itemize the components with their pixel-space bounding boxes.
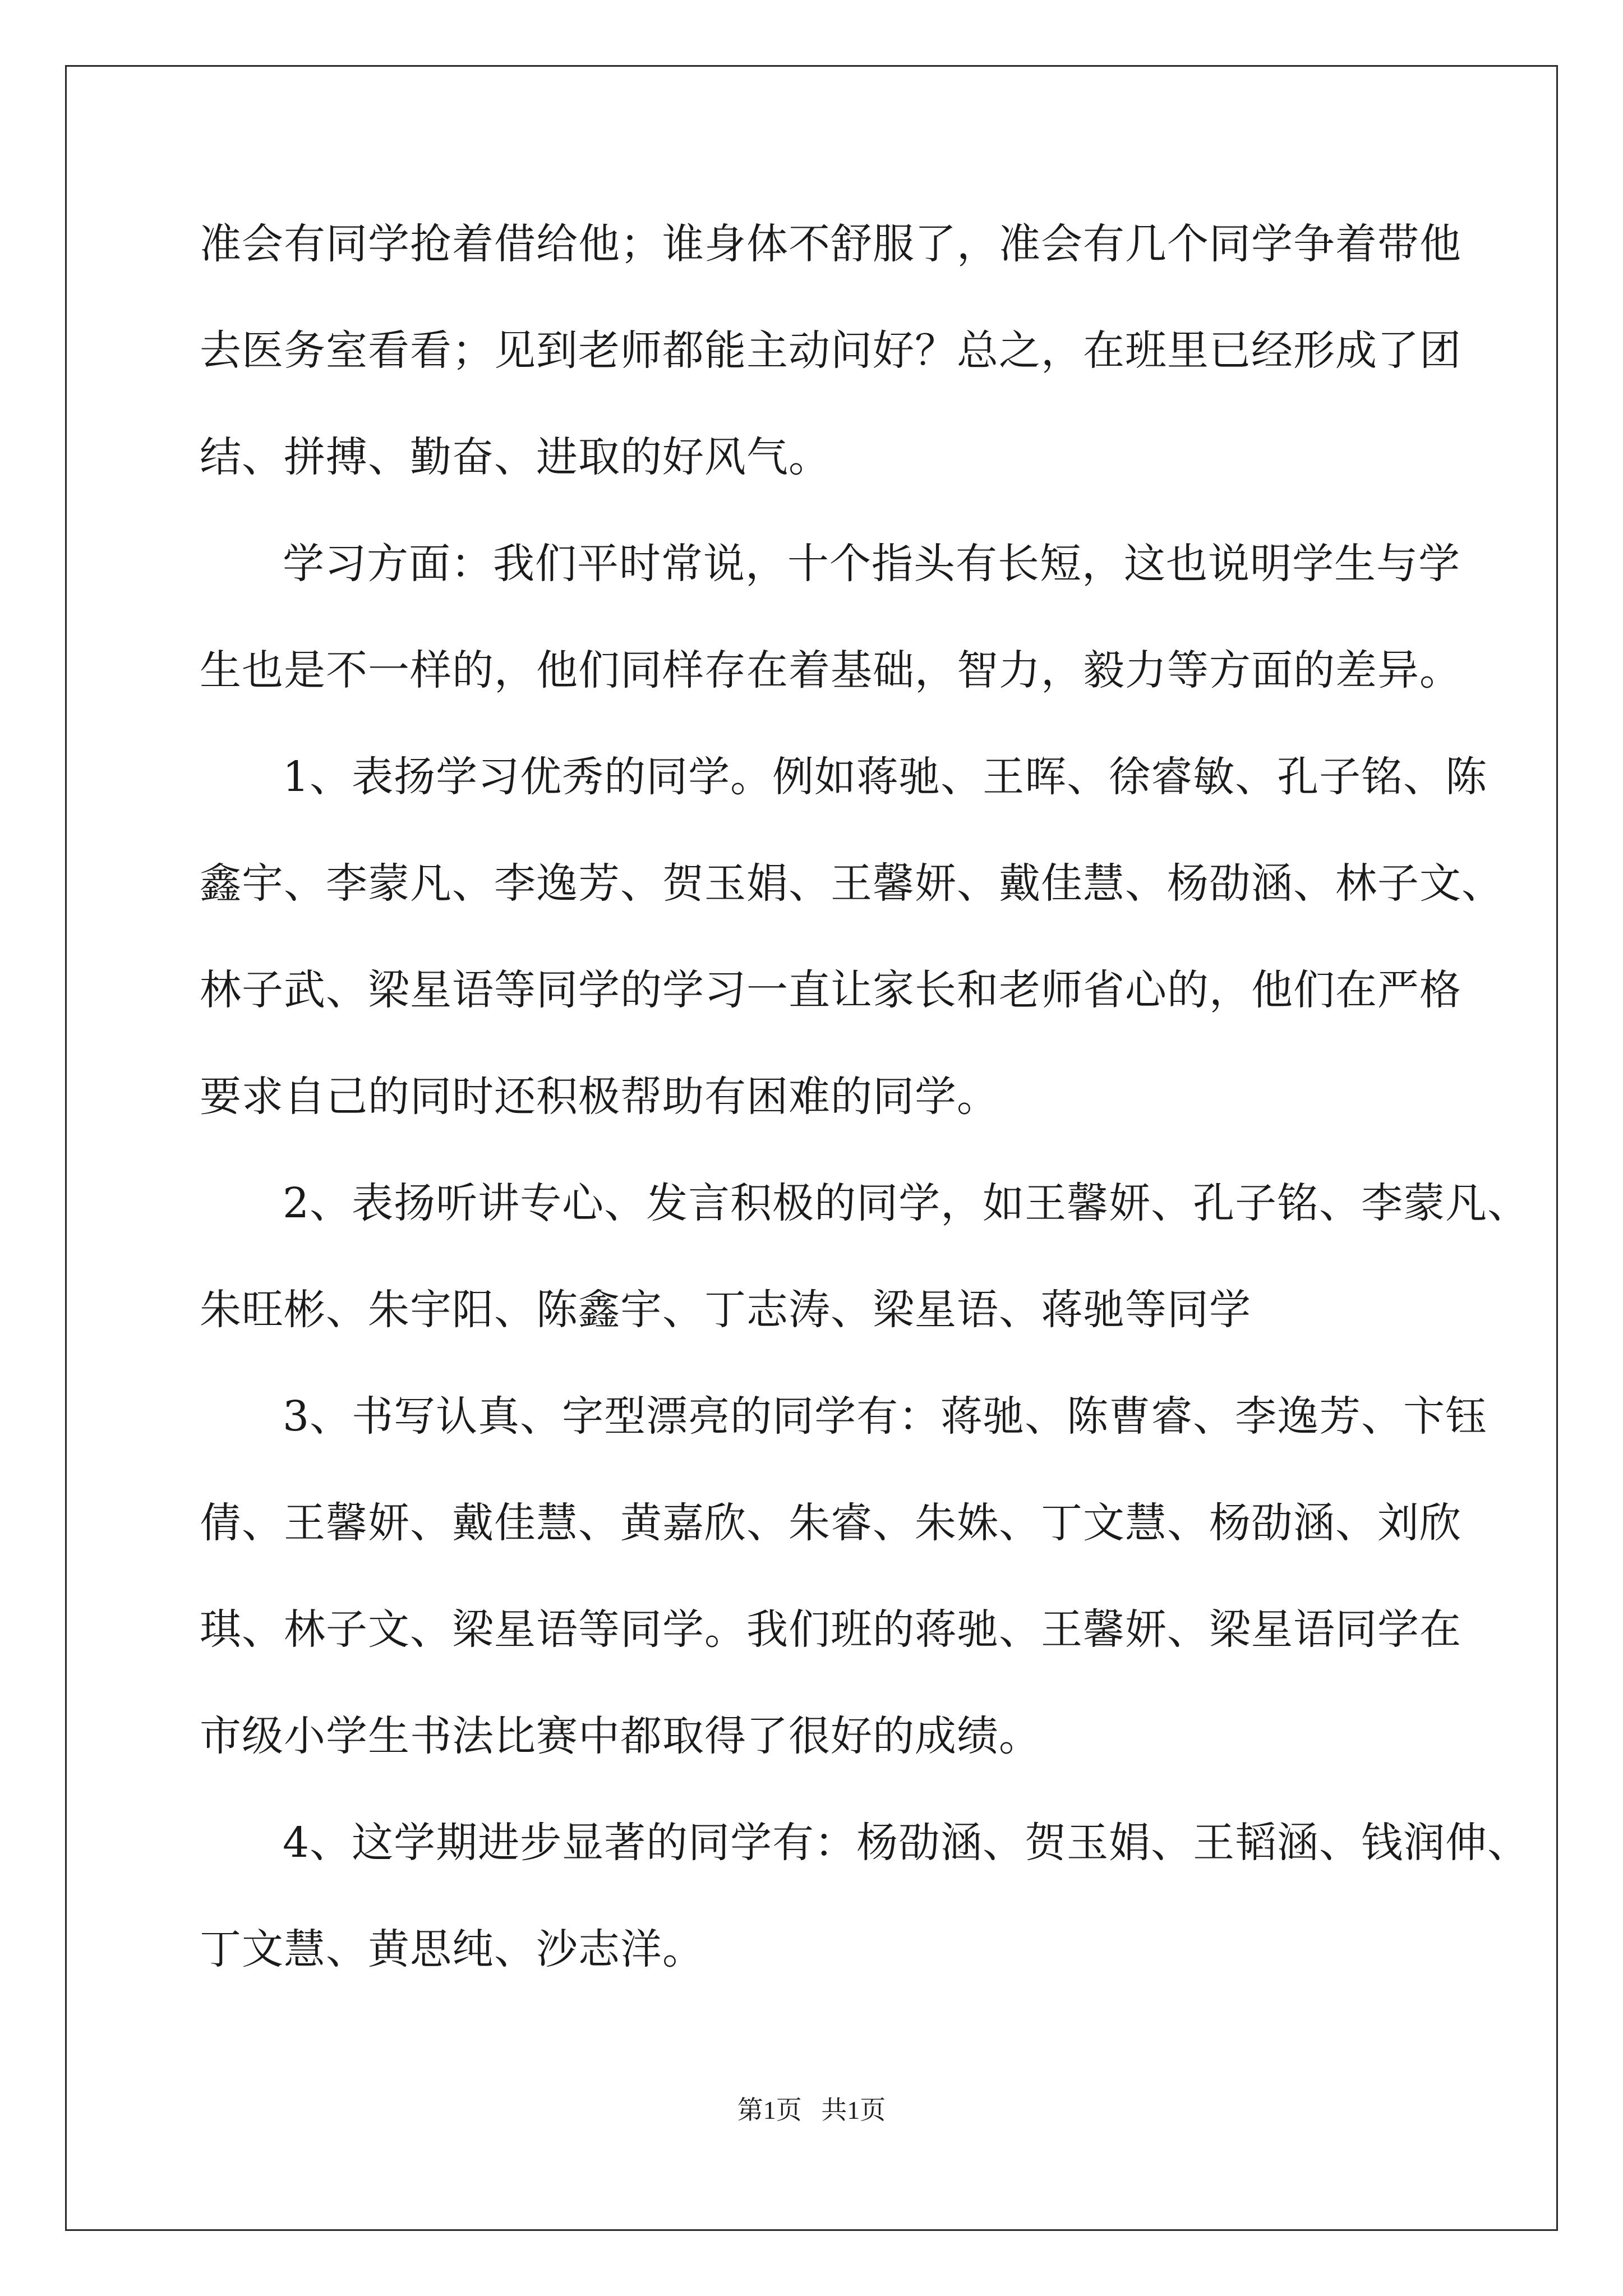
text-line: 要求自己的同时还积极帮助有困难的同学。 [200,1073,999,1121]
paragraph-start-line: 学习方面：我们平时常说，十个指头有长短，这也说明学生与学 [283,540,1460,588]
text-line: 去医务室看看；见到老师都能主动问好？总之，在班里已经形成了团 [200,326,1461,375]
text-line: 林子武、梁星语等同学的学习一直让家长和老师省心的，他们在严格 [200,966,1461,1014]
page-number-footer: 第1页 共1页 [737,2096,886,2124]
paragraph-start-line: 2、表扬听讲专心、发言积极的同学，如王馨妍、孔子铭、李蒙凡、 [283,1179,1530,1227]
text-line: 丁文慧、黄思纯、沙志洋。 [200,1925,704,1973]
text-line: 琪、林子文、梁星语等同学。我们班的蒋驰、王馨妍、梁星语同学在 [200,1605,1461,1654]
paragraph-start-line: 4、这学期进步显著的同学有：杨劭涵、贺玉娟、王韬涵、钱润伸、 [283,1819,1530,1867]
text-line: 结、拼搏、勤奋、进取的好风气。 [200,433,831,481]
paragraph-start-line: 3、书写认真、字型漂亮的同学有：蒋驰、陈曹睿、李逸芳、卞钰 [283,1392,1488,1441]
text-line: 鑫宇、李蒙凡、李逸芳、贺玉娟、王馨妍、戴佳慧、杨劭涵、林子文、 [200,859,1504,908]
text-line: 准会有同学抢着借给他；谁身体不舒服了，准会有几个同学争着带他 [200,220,1461,268]
text-line: 朱旺彬、朱宇阳、陈鑫宇、丁志涛、梁星语、蒋驰等同学 [200,1286,1251,1334]
document-body [200,213,1530,2025]
paragraph-start-line: 1、表扬学习优秀的同学。例如蒋驰、王晖、徐睿敏、孔子铭、陈 [283,753,1488,801]
text-line: 生也是不一样的，他们同样存在着基础，智力，毅力等方面的差异。 [200,646,1461,694]
text-line: 倩、王馨妍、戴佳慧、黄嘉欣、朱睿、朱姝、丁文慧、杨劭涵、刘欣 [200,1499,1461,1547]
text-line: 市级小学生书法比赛中都取得了很好的成绩。 [200,1712,1041,1760]
